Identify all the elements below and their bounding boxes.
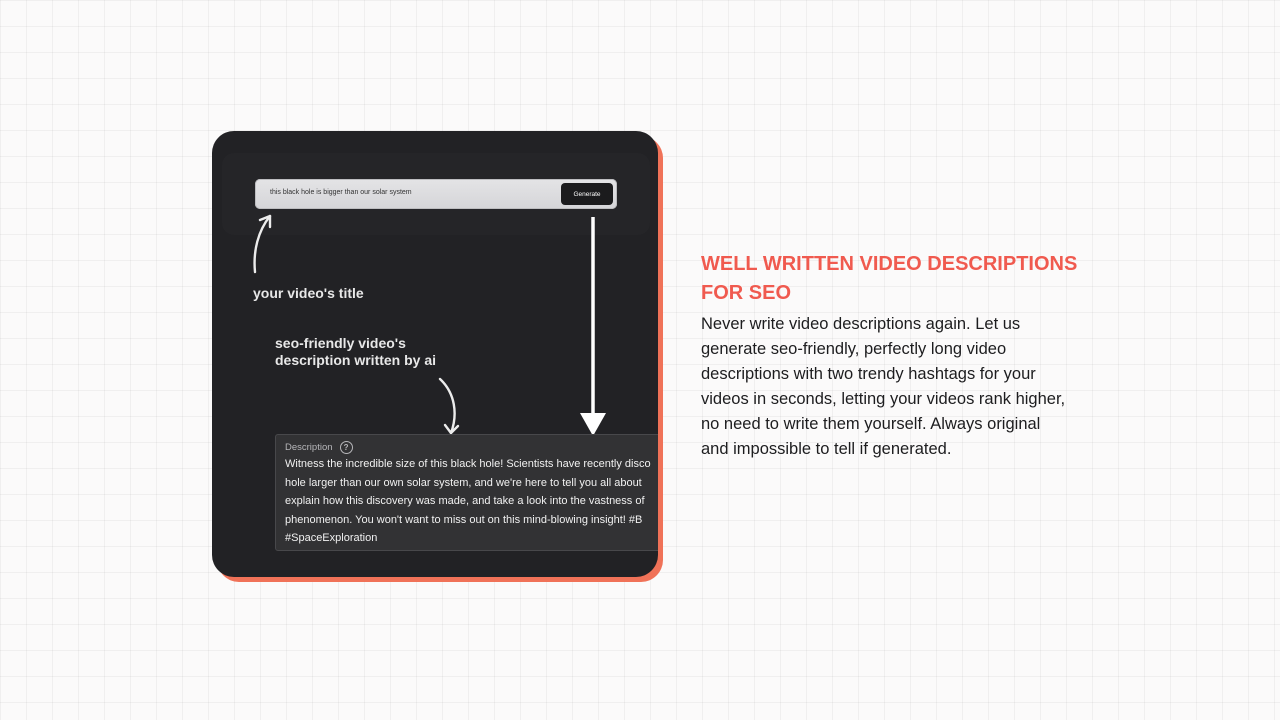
feature-body: Never write video descriptions again. Let us generate seo-friendly, perfectly long video descriptions with two trendy hashtags for your videos in seconds, letting your videos rank higher, no need to write them yourself. Always original and impossible to tell if generated. [701,315,1066,458]
description-line: phenomenon. You won't want to miss out on this mind-blowing insight! #B [285,513,643,526]
curved-arrow-down-icon [440,379,458,433]
description-line: #SpaceExploration [285,532,378,544]
description-field[interactable] [275,434,658,551]
description-line: Witness the incredible size of this black hole! Scientists have recently disco [285,458,651,470]
demo-card [212,131,658,577]
description-header [285,441,353,454]
question-circle-icon[interactable]: ? [340,441,353,454]
annotation-video-title: your video's title [253,285,364,301]
curved-arrow-up-icon [255,216,270,272]
description-label: Description [285,442,333,453]
description-line: explain how this discovery was made, and take a look into the vastness of [285,495,645,507]
video-title-value: this black hole is bigger than our solar system [270,189,412,196]
description-line: hole larger than our own solar system, and we're here to tell you all about [285,476,642,489]
down-arrow-icon [580,217,606,436]
generate-button[interactable]: Generate [561,183,613,205]
annotation-ai-description: seo-friendly video's description written by ai [275,335,437,368]
feature-heading: WELL WRITTEN VIDEO DESCRIPTIONS FOR SEO [701,253,1078,304]
